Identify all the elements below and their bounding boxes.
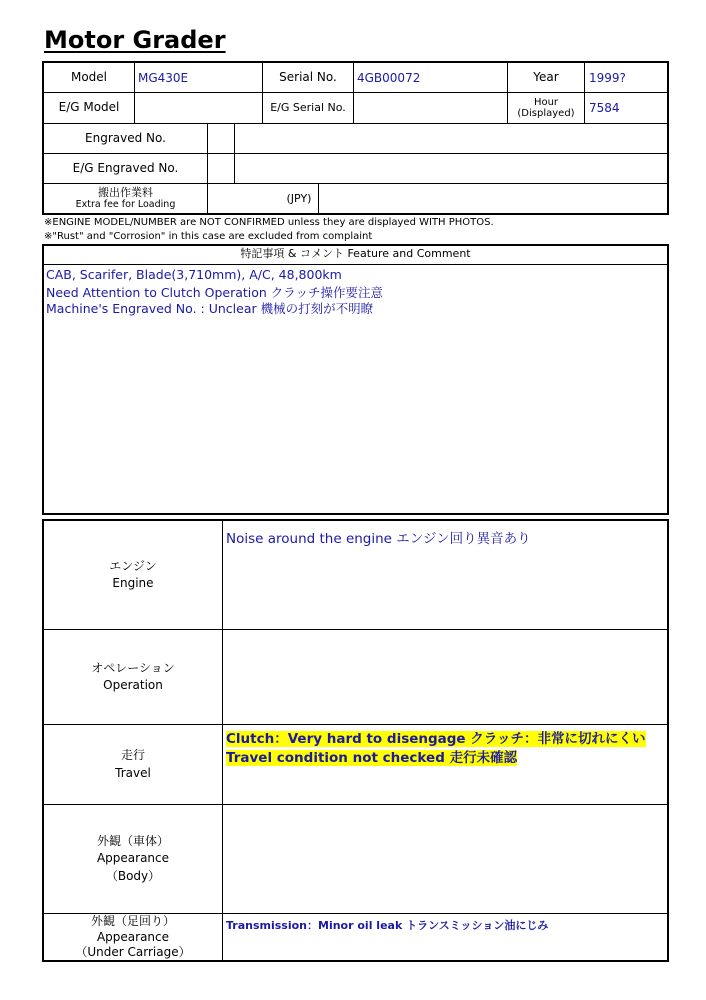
eg-model-label: E/G Model (58, 100, 120, 115)
engine-value: Noise around the engine エンジン回り異音あり (226, 531, 531, 547)
engine-label (44, 521, 222, 629)
operation-label-jp: オペレーション (91, 660, 175, 675)
under-label-en-1: Appearance (96, 929, 170, 944)
fee-unit: (JPY) (286, 191, 312, 205)
under-label (44, 914, 222, 961)
travel-label-en: Travel (115, 765, 151, 780)
page-title: Motor Grader (44, 26, 226, 54)
eg-engraved-label: E/G Engraved No. (72, 160, 179, 175)
feature-line-3: Machine's Engraved No. : Unclear 機械の打刻が不明瞭 (46, 301, 374, 316)
travel-line-2: Travel condition not checked 走行未確認 (226, 750, 518, 766)
operation-label (44, 630, 222, 724)
body-label-jp: 外観（車体） (96, 833, 169, 848)
operation-label-en: Operation (103, 678, 163, 692)
travel-line-1: Clutch：Very hard to disengage クラッチ：非常に切れにくい (226, 731, 646, 747)
body-label-en-1: Appearance (96, 851, 170, 866)
under-value: Transmission：Minor oil leak トランスミッション油にじみ (226, 919, 549, 932)
fee-label-en: Extra fee for Loading (75, 198, 176, 210)
travel-label (44, 725, 222, 804)
note-rust: ※"Rust" and "Corrosion" in this case are excluded from complaint (44, 231, 373, 242)
engraved-label: Engraved No. (85, 130, 166, 145)
hour-label (508, 93, 584, 123)
year-value: 1999? (589, 70, 626, 85)
serial-label: Serial No. (279, 69, 337, 84)
travel-value-1 (226, 727, 646, 747)
model-value: MG430E (138, 70, 189, 85)
feature-header: 特記事項 & コメント Feature and Comment (240, 247, 471, 261)
under-label-en-2: （Under Carriage） (75, 945, 191, 960)
serial-value: 4GB00072 (357, 70, 421, 85)
feature-line-2: Need Attention to Clutch Operation クラッチ操作要注意 (46, 285, 384, 300)
travel-label-jp: 走行 (120, 748, 145, 763)
fee-label-jp: 搬出作業料 (98, 186, 153, 200)
hour-value: 7584 (589, 101, 620, 115)
body-label-en-2: （Body） (105, 868, 161, 883)
engine-label-jp: エンジン (109, 558, 157, 573)
fee-label (44, 184, 207, 214)
engine-label-en: Engine (112, 576, 154, 590)
year-label: Year (533, 69, 559, 84)
hour-label-line2: (Displayed) (517, 108, 575, 119)
note-engine: ※ENGINE MODEL/NUMBER are NOT CONFIRMED unless they are displayed WITH PHOTOS. (44, 217, 494, 228)
travel-value-2 (226, 746, 517, 766)
body-label (44, 805, 222, 913)
hour-label-line1: Hour (533, 96, 559, 108)
eg-serial-label: E/G Serial No. (270, 100, 346, 114)
model-label: Model (70, 69, 108, 84)
under-label-jp: 外観（足回り） (90, 914, 175, 929)
feature-line-1: CAB, Scarifer, Blade(3,710mm), A/C, 48,800km (46, 267, 342, 282)
